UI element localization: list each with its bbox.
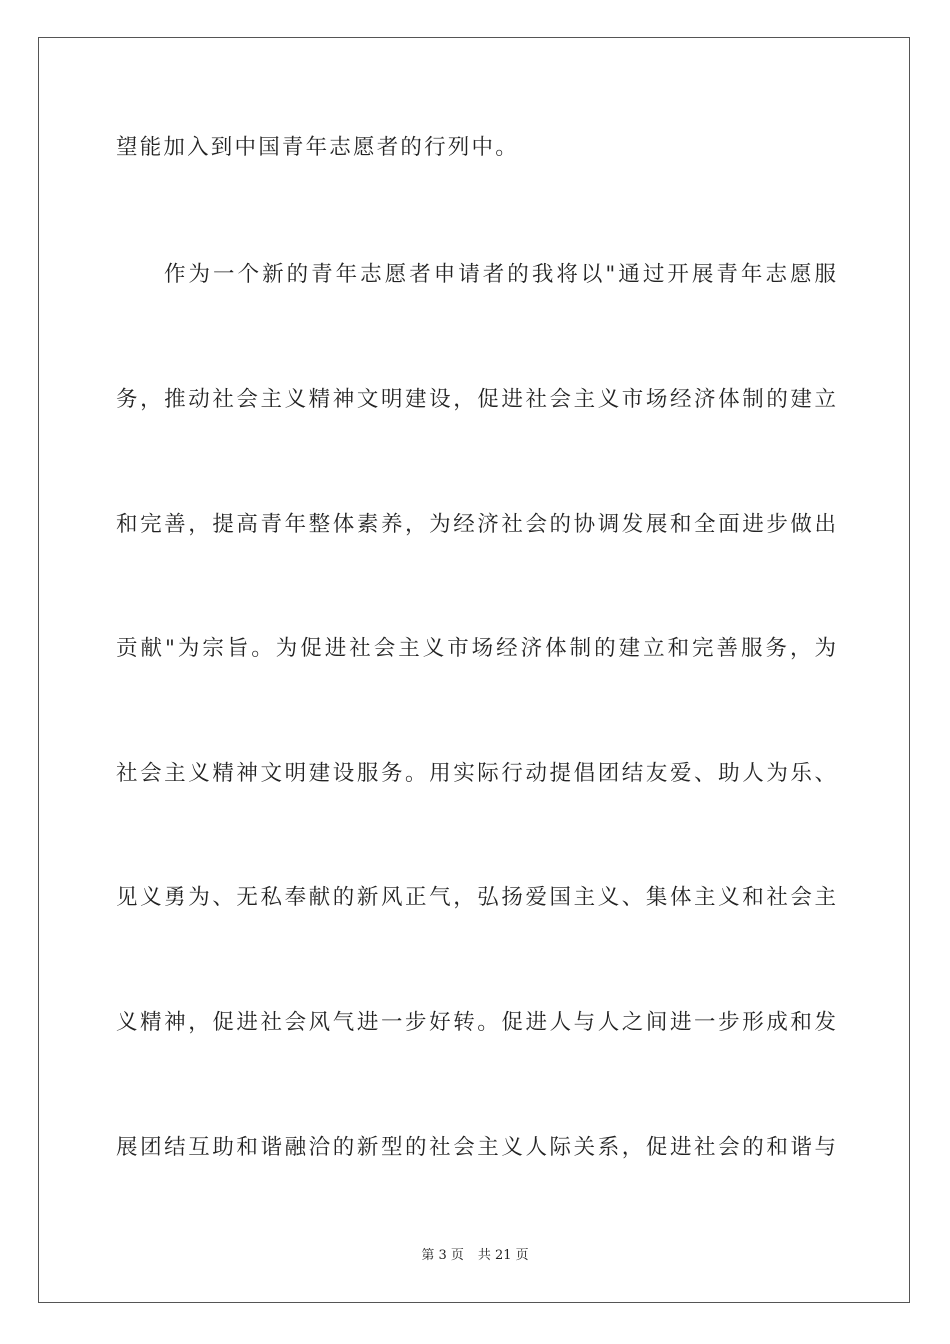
text-line-8: 义精神，促进社会风气进一步好转。促进人与人之间进一步形成和发 xyxy=(116,1010,836,1035)
total-pages: 共 21 页 xyxy=(477,1248,529,1263)
page-number: 第 3 页 xyxy=(421,1248,464,1263)
text-line-7: 见义勇为、无私奉献的新风正气，弘扬爱国主义、集体主义和社会主 xyxy=(116,885,836,910)
text-line-3: 务，推动社会主义精神文明建设，促进社会主义市场经济体制的建立 xyxy=(116,387,836,412)
text-line-6: 社会主义精神文明建设服务。用实际行动提倡团结友爱、助人为乐、 xyxy=(116,761,836,786)
text-line-1: 望能加入到中国青年志愿者的行列中。 xyxy=(116,135,519,160)
page-frame xyxy=(38,37,910,1303)
text-line-2: 作为一个新的青年志愿者申请者的我将以"通过开展青年志愿服 xyxy=(164,262,836,287)
text-line-4: 和完善，提高青年整体素养，为经济社会的协调发展和全面进步做出 xyxy=(116,512,836,537)
text-line-5: 贡献"为宗旨。为促进社会主义市场经济体制的建立和完善服务，为 xyxy=(116,636,836,661)
text-line-9: 展团结互助和谐融洽的新型的社会主义人际关系，促进社会的和谐与 xyxy=(116,1135,836,1160)
page-footer xyxy=(0,1247,950,1265)
